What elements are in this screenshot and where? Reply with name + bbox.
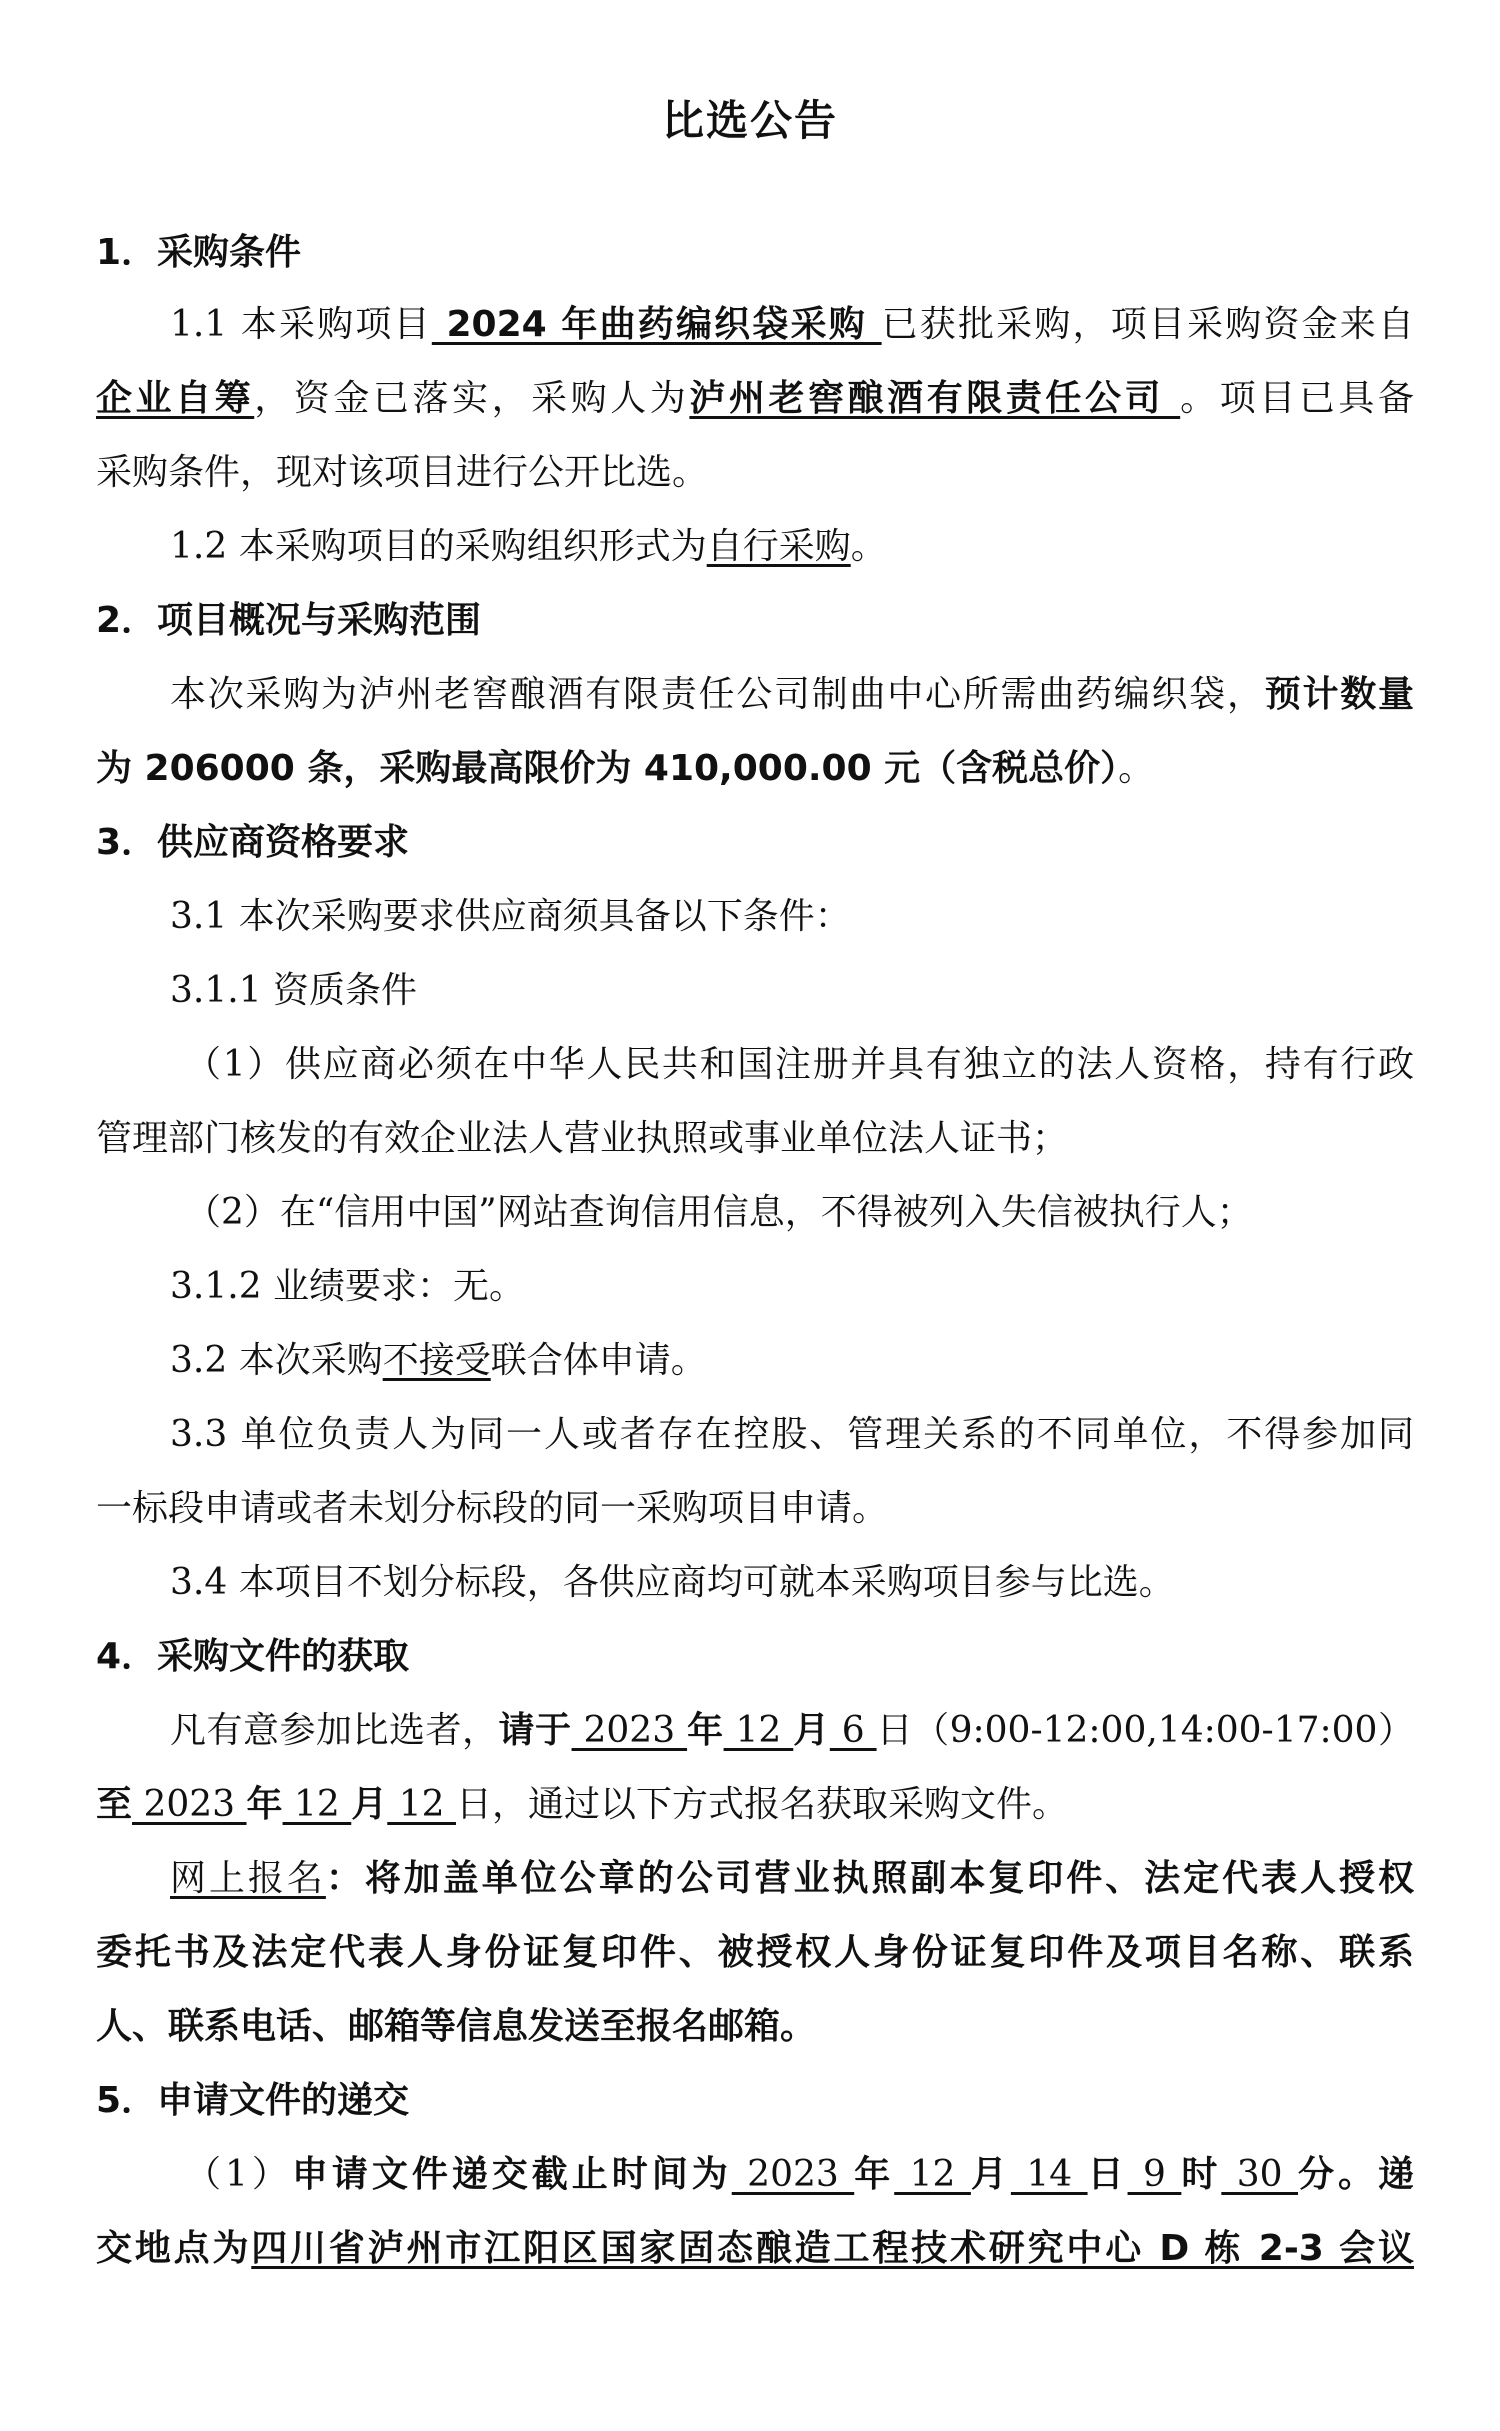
deadline-minute-label: 分。递	[1298, 2154, 1414, 2195]
s4-para1-line1	[170, 1706, 1414, 1756]
s3-para3-line2: 管理部门核发的有效企业法人营业执照或事业单位法人证书；	[96, 1118, 1069, 1159]
s3-para1: 3.1 本次采购要求供应商须具备以下条件：	[170, 896, 851, 937]
s5-p1-text-b: 申请文件递交截止时间为	[291, 2154, 732, 2195]
deadline-minute: 30	[1221, 2154, 1298, 2195]
end-day: 12	[387, 1784, 456, 1825]
section-2-heading: 2．项目概况与采购范围	[96, 600, 482, 641]
start-month-label: 月	[793, 1710, 830, 1751]
end-month-label: 月	[351, 1784, 388, 1825]
s2-p1-text-a: 本次采购为泸州老窖酿酒有限责任公司制曲中心所需曲药编织袋，	[170, 674, 1265, 715]
s2-p1-text-d: 。	[1118, 748, 1155, 789]
quantity-and-price: 为 206000 条，采购最高限价为 410,000.00 元（含税总价）	[96, 748, 1119, 789]
deadline-year-label: 年	[854, 2154, 895, 2195]
end-day-label: 日，通过以下方式报名获取采购文件。	[455, 1784, 1068, 1825]
s5-para1-line2	[96, 2224, 1414, 2274]
s3-para2: 3.1.1 资质条件	[170, 970, 418, 1011]
s1-p2-text-b: 。	[850, 526, 887, 567]
deadline-year: 2023	[731, 2154, 855, 2195]
s1-para1-line2	[96, 374, 1414, 424]
deadline-hour-label: 时	[1181, 2154, 1222, 2195]
start-year: 2023	[571, 1710, 688, 1751]
s4-para3-line2: 委托书及法定代表人身份证复印件、被授权人身份证复印件及项目名称、联系	[96, 1932, 1414, 1973]
s4-p1-text-b: 请于	[498, 1710, 572, 1751]
not-accepted: 不接受	[382, 1340, 491, 1381]
s3-p6-text-a: 3.2 本次采购	[170, 1340, 383, 1381]
start-year-label: 年	[687, 1710, 724, 1751]
s3-para7-line2: 一标段申请或者未划分标段的同一采购项目申请。	[96, 1488, 889, 1529]
deadline-day: 14	[1010, 2154, 1088, 2195]
end-year-label: 年	[246, 1784, 283, 1825]
s5-p1-text-a: （1）	[185, 2154, 292, 2195]
start-day: 6	[829, 1710, 877, 1751]
s1-para1-line3: 采购条件，现对该项目进行公开比选。	[96, 452, 709, 493]
project-name: 2024 年曲药编织袋采购	[431, 304, 882, 345]
section-4-heading: 4．采购文件的获取	[96, 1636, 410, 1677]
start-month: 12	[723, 1710, 794, 1751]
start-day-label: 日（9:00-12:00,14:00-17:00）	[876, 1710, 1414, 1751]
s3-para4: （2）在“信用中国”网站查询信用信息，不得被列入失信被执行人；	[185, 1192, 1253, 1233]
end-year: 2023	[132, 1784, 247, 1825]
s1-p1-text-c: ，资金已落实，采购人为	[254, 378, 690, 419]
deadline-hour: 9	[1127, 2154, 1182, 2195]
section-5-heading: 5．申请文件的递交	[96, 2080, 410, 2121]
s1-p2-text-a: 1.2 本采购项目的采购组织形式为	[170, 526, 707, 567]
s4-para1-line2	[96, 1780, 1414, 1830]
s2-para1-line1	[170, 670, 1414, 720]
s2-para1-line2	[96, 744, 1414, 794]
document-title: 比选公告	[661, 96, 838, 145]
s5-p2-text-a: 交地点为	[96, 2228, 252, 2269]
s3-para8: 3.4 本项目不划分标段，各供应商均可就本采购项目参与比选。	[170, 1562, 1175, 1603]
deadline-month-label: 月	[970, 2154, 1011, 2195]
s3-p6-text-b: 联合体申请。	[490, 1340, 707, 1381]
s4-para3-line1	[170, 1854, 1414, 1904]
s5-para1-line1	[185, 2150, 1414, 2200]
s1-para2	[170, 522, 1414, 572]
s4-para3-line3: 人、联系电话、邮箱等信息发送至报名邮箱。	[96, 2006, 817, 2047]
s2-p1-text-b: 预计数量	[1264, 674, 1414, 715]
end-month: 12	[282, 1784, 352, 1825]
deadline-month: 12	[894, 2154, 971, 2195]
s1-p1-text-a: 1.1 本采购项目	[170, 304, 432, 345]
s4-p1-text-a: 凡有意参加比选者，	[170, 1710, 499, 1751]
online-registration-label: 网上报名	[170, 1858, 326, 1899]
submission-place: 四川省泸州市江阳区国家固态酿造工程技术研究中心 D 栋 2-3 会议	[251, 2228, 1414, 2269]
s3-para6	[170, 1336, 1414, 1386]
section-1-heading: 1．采购条件	[96, 232, 302, 273]
s4-p3-text-a: ：将加盖单位公章的公司营业执照副本复印件、法定代表人授权	[325, 1858, 1414, 1899]
deadline-day-label: 日	[1087, 2154, 1128, 2195]
s1-p1-text-b: 已获批采购，项目采购资金来自	[881, 304, 1414, 345]
s3-para7-line1: 3.3 单位负责人为同一人或者存在控股、管理关系的不同单位，不得参加同	[170, 1414, 1414, 1455]
s1-para1-line1	[170, 300, 1414, 350]
s3-para5: 3.1.2 业绩要求：无。	[170, 1266, 526, 1307]
fund-source: 企业自筹	[96, 378, 255, 419]
s4-p2-text-a: 至	[96, 1784, 133, 1825]
procurement-form: 自行采购	[706, 526, 851, 567]
s1-p1-text-d: 。项目已具备	[1180, 378, 1414, 419]
buyer-name: 泸州老窖酿酒有限责任公司	[689, 378, 1181, 419]
s3-para3-line1: （1）供应商必须在中华人民共和国注册并具有独立的法人资格，持有行政	[185, 1044, 1414, 1085]
section-3-heading: 3．供应商资格要求	[96, 822, 410, 863]
